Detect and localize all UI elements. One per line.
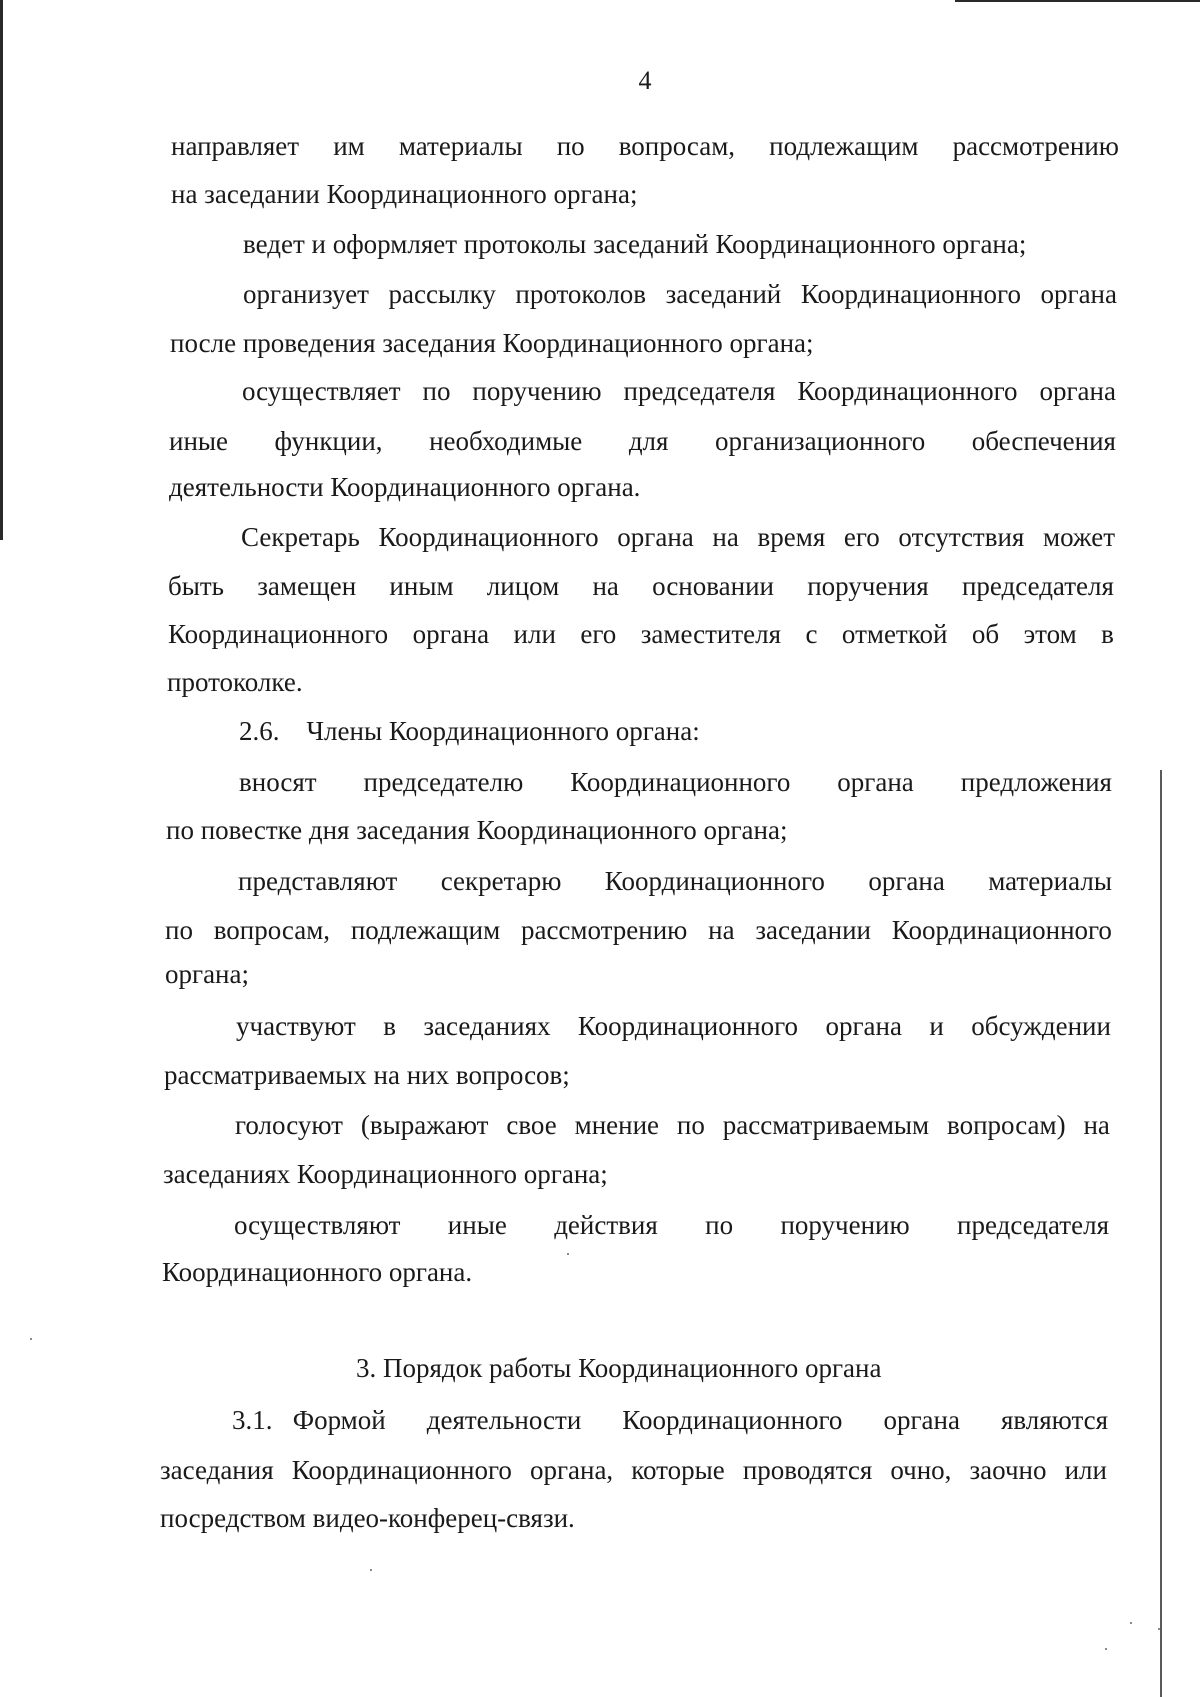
word: Координационного — [797, 376, 1018, 406]
word: поручению — [472, 376, 602, 406]
word: поручению — [780, 1210, 910, 1240]
text-line — [238, 867, 1112, 895]
word: подлежащим — [769, 131, 919, 161]
word: Секретарь — [241, 522, 360, 552]
word: Координационного — [291, 1455, 512, 1485]
scan-speck — [30, 1338, 32, 1340]
word: обеспечения — [971, 426, 1116, 456]
word: необходимые — [429, 426, 583, 456]
word: заседании — [755, 915, 872, 945]
word: вносят — [239, 767, 317, 797]
text-line — [168, 620, 1114, 648]
word: заседания — [160, 1455, 274, 1485]
word: Координационного — [891, 915, 1112, 945]
word: обсуждении — [971, 1011, 1111, 1041]
word: органа — [868, 866, 945, 896]
word: органа, — [529, 1455, 614, 1485]
text-line — [160, 1456, 1107, 1484]
word: органа — [883, 1405, 960, 1435]
word: органа — [1040, 279, 1117, 309]
word: отсутствия — [898, 522, 1025, 552]
word: на — [708, 915, 735, 945]
word: поручения — [807, 571, 929, 601]
word: организационного — [714, 426, 926, 456]
word: рассматриваемым — [722, 1110, 930, 1140]
page-number: 4 — [638, 66, 652, 95]
text-line — [234, 1211, 1109, 1239]
word: на — [712, 522, 739, 552]
word: по — [705, 1210, 734, 1240]
word: органа — [837, 767, 914, 797]
word: заседаниях — [423, 1011, 551, 1041]
word: предложения — [960, 767, 1112, 797]
word: председателя — [623, 376, 776, 406]
word: Координационного — [570, 767, 791, 797]
word: органа — [617, 522, 694, 552]
word: или — [513, 619, 556, 649]
text-line — [239, 768, 1112, 796]
word: организует — [243, 279, 369, 309]
word: подлежащим — [350, 915, 501, 945]
word: быть — [168, 571, 224, 601]
scan-speck — [1105, 1648, 1107, 1650]
word: Координационного — [604, 866, 825, 896]
text-line — [165, 916, 1112, 944]
word: этом — [1023, 619, 1077, 649]
word: органа — [825, 1011, 902, 1041]
word: время — [757, 522, 826, 552]
word: в — [1101, 619, 1114, 649]
word: Координационного — [800, 279, 1021, 309]
word: проводятся — [742, 1455, 873, 1485]
text-line — [169, 427, 1116, 455]
text-line: деятельности Координационного органа. — [169, 472, 641, 502]
word: участвуют — [236, 1011, 356, 1041]
scan-border-right — [1160, 770, 1162, 1697]
word: (выражают — [360, 1110, 489, 1140]
word: представляют — [238, 866, 398, 896]
word: его — [580, 619, 617, 649]
word: лицом — [486, 571, 560, 601]
word: по — [676, 1110, 705, 1140]
text-line: рассматриваемых на них вопросов; — [164, 1060, 570, 1090]
word: 3.1. Формой — [232, 1405, 386, 1435]
word: заочно — [969, 1455, 1047, 1485]
word: и — [929, 1011, 944, 1041]
word: иные — [169, 426, 229, 456]
word: функции, — [274, 426, 383, 456]
word: рассылку — [388, 279, 496, 309]
word: рассмотрению — [952, 131, 1119, 161]
word: материалы — [398, 131, 523, 161]
word: которые — [631, 1455, 725, 1485]
word: иным — [389, 571, 454, 601]
word: действия — [554, 1210, 658, 1240]
text-line: заседаниях Координационного органа; — [163, 1159, 608, 1189]
word: может — [1043, 522, 1115, 552]
word: Координационного — [622, 1405, 843, 1435]
word: председателю — [363, 767, 524, 797]
word: или — [1064, 1455, 1107, 1485]
word: мнение — [574, 1110, 660, 1140]
text-line — [171, 132, 1119, 160]
word: отметкой — [841, 619, 948, 649]
word: органа — [412, 619, 490, 649]
text-line: по повестке дня заседания Координационного органа; — [166, 815, 788, 845]
word: в — [383, 1011, 396, 1041]
word: осуществляют — [234, 1210, 401, 1240]
section-heading-3: 3. Порядок работы Координационного органа — [356, 1353, 882, 1383]
word: свое — [506, 1110, 557, 1140]
word: замещен — [257, 571, 357, 601]
word: Координационного — [168, 619, 389, 649]
scan-speck — [567, 1253, 569, 1255]
text-line — [168, 572, 1114, 600]
word: направляет — [171, 131, 300, 161]
word: голосуют — [235, 1110, 343, 1140]
section-heading-2-6: 2.6. Члены Координационного органа: — [239, 716, 700, 746]
word: очно, — [890, 1455, 952, 1485]
text-line: протоколке. — [167, 667, 303, 697]
text-line: после проведения заседания Координационного органа; — [170, 328, 814, 358]
word: на — [592, 571, 619, 601]
word: с — [805, 619, 818, 649]
text-line — [235, 1111, 1110, 1139]
text-line: Координационного органа. — [162, 1257, 473, 1287]
scan-speck — [370, 1569, 372, 1571]
word: по — [422, 376, 451, 406]
word: деятельности — [426, 1405, 582, 1435]
word: основании — [652, 571, 774, 601]
word: для — [628, 426, 669, 456]
word: органа — [1039, 376, 1116, 406]
text-line: органа; — [165, 959, 249, 989]
text-line: на заседании Координационного органа; — [171, 179, 638, 209]
word: об — [971, 619, 1000, 649]
text-line — [232, 1406, 1108, 1434]
word: им — [333, 131, 365, 161]
scan-border-top — [955, 0, 1200, 2]
word: вопросам, — [213, 915, 331, 945]
text-line: посредством видео-конферец-связи. — [160, 1503, 575, 1533]
word: секретарю — [440, 866, 562, 896]
word: являются — [1000, 1405, 1108, 1435]
word: заместителя — [640, 619, 782, 649]
word: по — [165, 915, 193, 945]
word: Координационного — [577, 1011, 799, 1041]
word: на — [1083, 1110, 1110, 1140]
scan-speck — [1158, 1628, 1160, 1630]
word: иные — [447, 1210, 507, 1240]
word: рассмотрению — [520, 915, 688, 945]
text-line: ведет и оформляет протоколы заседаний Координационного органа; — [243, 229, 1027, 259]
word: заседаний — [665, 279, 782, 309]
word: председателя — [957, 1210, 1109, 1240]
scan-speck — [1130, 1622, 1132, 1624]
word: протоколов — [515, 279, 647, 309]
word: по — [556, 131, 585, 161]
text-line — [242, 377, 1116, 405]
word: Координационного — [378, 522, 599, 552]
text-line — [236, 1012, 1111, 1040]
word: вопросам) — [947, 1110, 1066, 1140]
word: его — [843, 522, 880, 552]
word: председателя — [961, 571, 1114, 601]
text-line — [241, 523, 1115, 551]
word: вопросам, — [618, 131, 736, 161]
text-line — [243, 280, 1117, 308]
word: материалы — [988, 866, 1112, 896]
word: осуществляет — [242, 376, 401, 406]
